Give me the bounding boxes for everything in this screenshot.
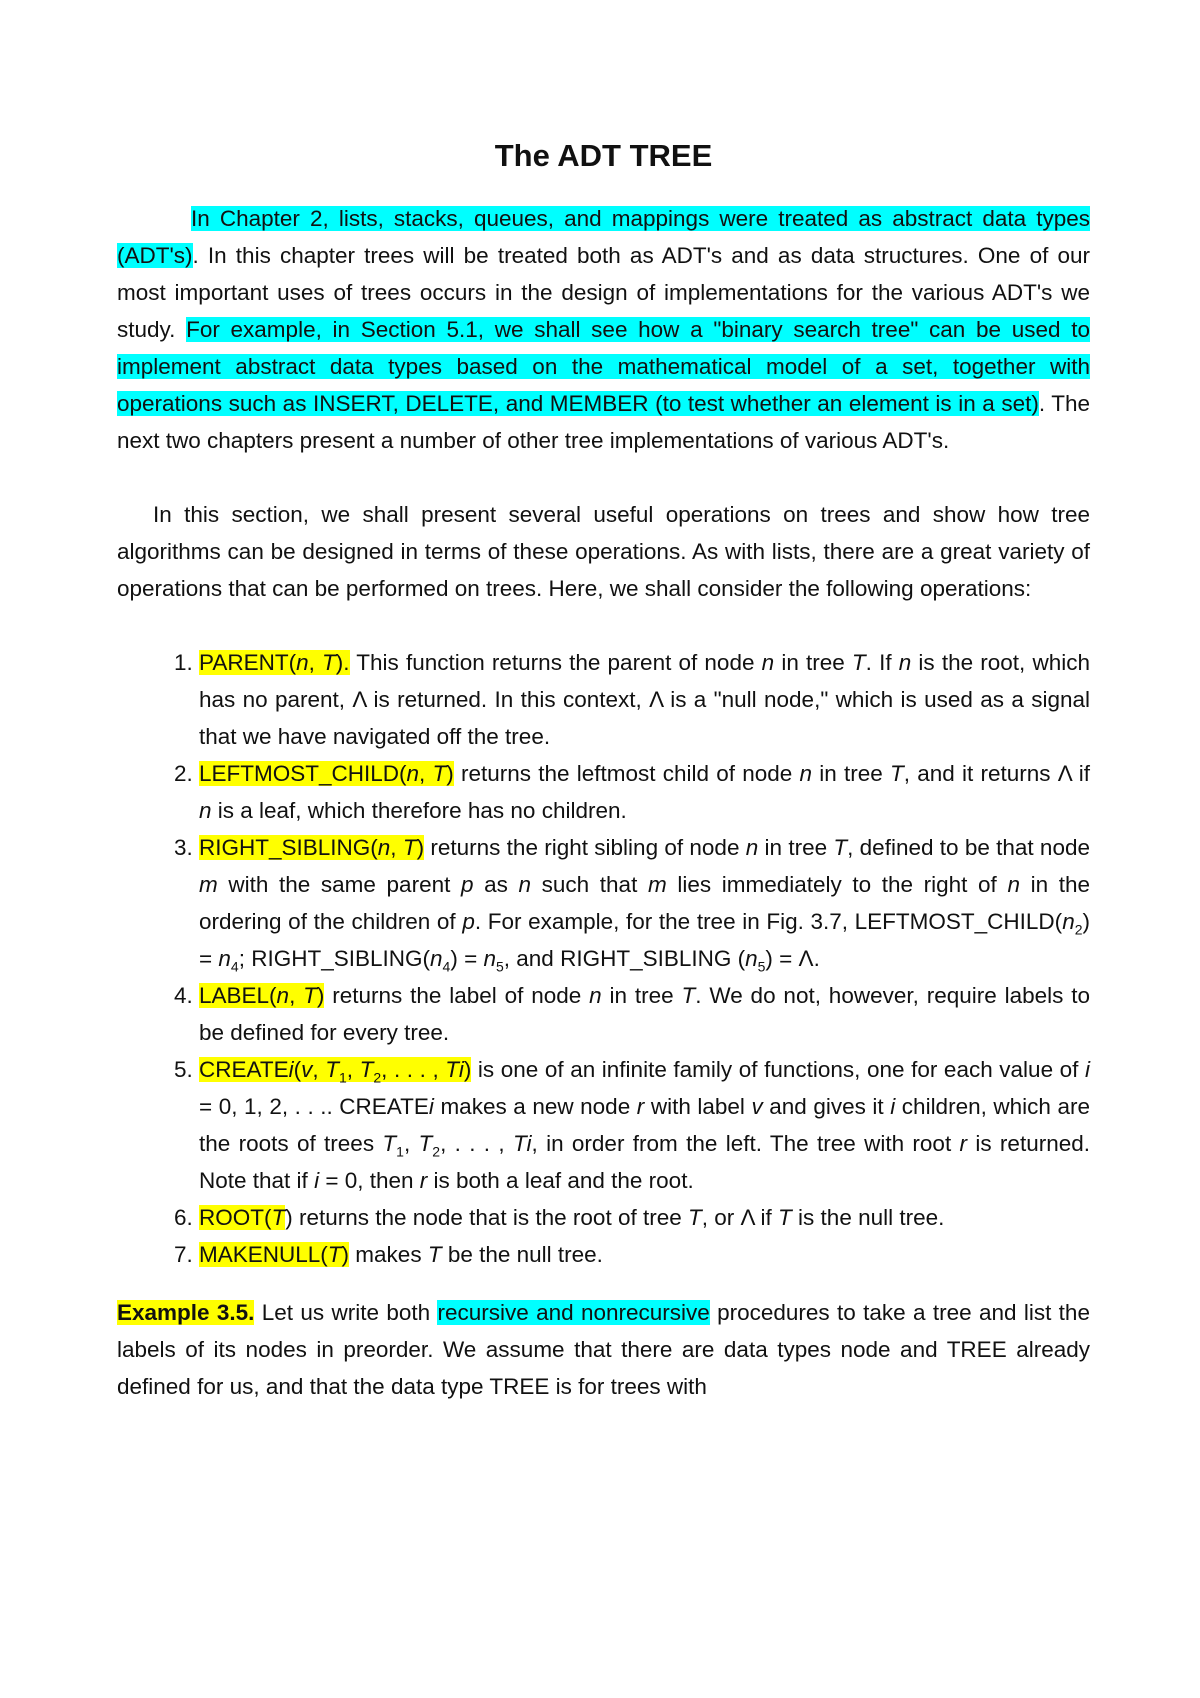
operation-name: MAKENULL(T): [199, 1242, 350, 1267]
list-item: 3. RIGHT_SIBLING(n, T) returns the right sibling of node n in tree T, defined to be that node m with the same parent p as n such that m lies immediately to the right of n in the ordering of the children of p. For example, for the tree in Fig. 3.7, $LEFTMOST\_CHILD(n_2) = n_4$; $RIGHT\_SIBLING(n_4) = n_5$, and RIGHT_SIBLING $(n_5) = \Lambda$.: [199, 829, 1090, 977]
highlighted-text: In Chapter 2, lists, stacks, queues, and mappings were treated as abstract data types (ADT's): [117, 206, 1090, 268]
paragraph-text: . The next two chapters present a number of other tree implementations of various ADT's.: [117, 391, 1090, 453]
highlighted-text: recursive and nonrecursive: [437, 1300, 710, 1325]
highlighted-text: For example, in Section 5.1, we shall see how a "binary search tree" can be used to implement abstract data types based on the mathematical model of a set, together with operations such as INSERT, DELETE, and MEMBER (to test whether an element is in a set): [117, 317, 1090, 416]
list-item: 2. LEFTMOST_CHILD(n, T) returns the leftmost child of node n in tree T, and it returns Λ if n is a leaf, which therefore has no children.: [199, 755, 1090, 829]
list-item: 4. LABEL(n, T) returns the label of node n in tree T. We do not, however, require labels to be defined for every tree.: [199, 977, 1090, 1051]
operation-name: LABEL(n, T): [199, 983, 325, 1008]
list-item: 5. CREATEi(v, $T_1$, $T_2$, . . . , Ti) is one of an infinite family of functions, one for each value of i = 0, 1, 2, . . .. CREATEi makes a new node r with label v and gives it i children, which are the roots of trees $T_1$, $T_2$, . . . , Ti, in order from the left. The tree with root r is returned. Note that if i = 0, then r is both a leaf and the root.: [199, 1051, 1090, 1199]
list-item: 1. PARENT(n, T). This function returns the parent of node n in tree T. If n is the root, which has no parent, Λ is returned. In this context, Λ is a "null node," which is used as a signal that we have navigated off the tree.: [199, 644, 1090, 755]
example-paragraph: Example 3.5. Let us write both recursive and nonrecursive procedures to take a tree and list the labels of its nodes in preorder. We assume that there are data types node and TREE already defined for us, and that the data type TREE is for trees with: [117, 1300, 1090, 1399]
list-item: 7. MAKENULL(T) makes T be the null tree.: [199, 1236, 1090, 1273]
section-paragraph: In this section, we shall present several useful operations on trees and show how tree algorithms can be designed in terms of these operations. As with lists, there are a great variety of operations that can be performed on trees. Here, we shall consider the following operations:: [117, 502, 1090, 601]
list-item: 6. ROOT(T) returns the node that is the root of tree T, or Λ if T is the null tree.: [199, 1199, 1090, 1236]
example-label: Example 3.5.: [117, 1300, 255, 1325]
operation-name: LEFTMOST_CHILD(n, T): [199, 761, 454, 786]
operation-name: PARENT(n, T).: [199, 650, 350, 675]
operation-name: ROOT(T: [199, 1205, 286, 1230]
intro-paragraph: [117, 200, 1090, 459]
operation-name: RIGHT_SIBLING(n, T): [199, 835, 425, 860]
page-title: The ADT TREE: [494, 138, 713, 173]
operations-list: [117, 644, 1090, 1273]
paragraph-text: . In this chapter trees will be treated both as ADT's and as data structures. One of our most important uses of trees occurs in the design of implementations for the various ADT's we study.: [117, 243, 1090, 342]
operation-name: CREATEi(v, $T_1$, $T_2$, . . . , Ti): [199, 1057, 472, 1086]
